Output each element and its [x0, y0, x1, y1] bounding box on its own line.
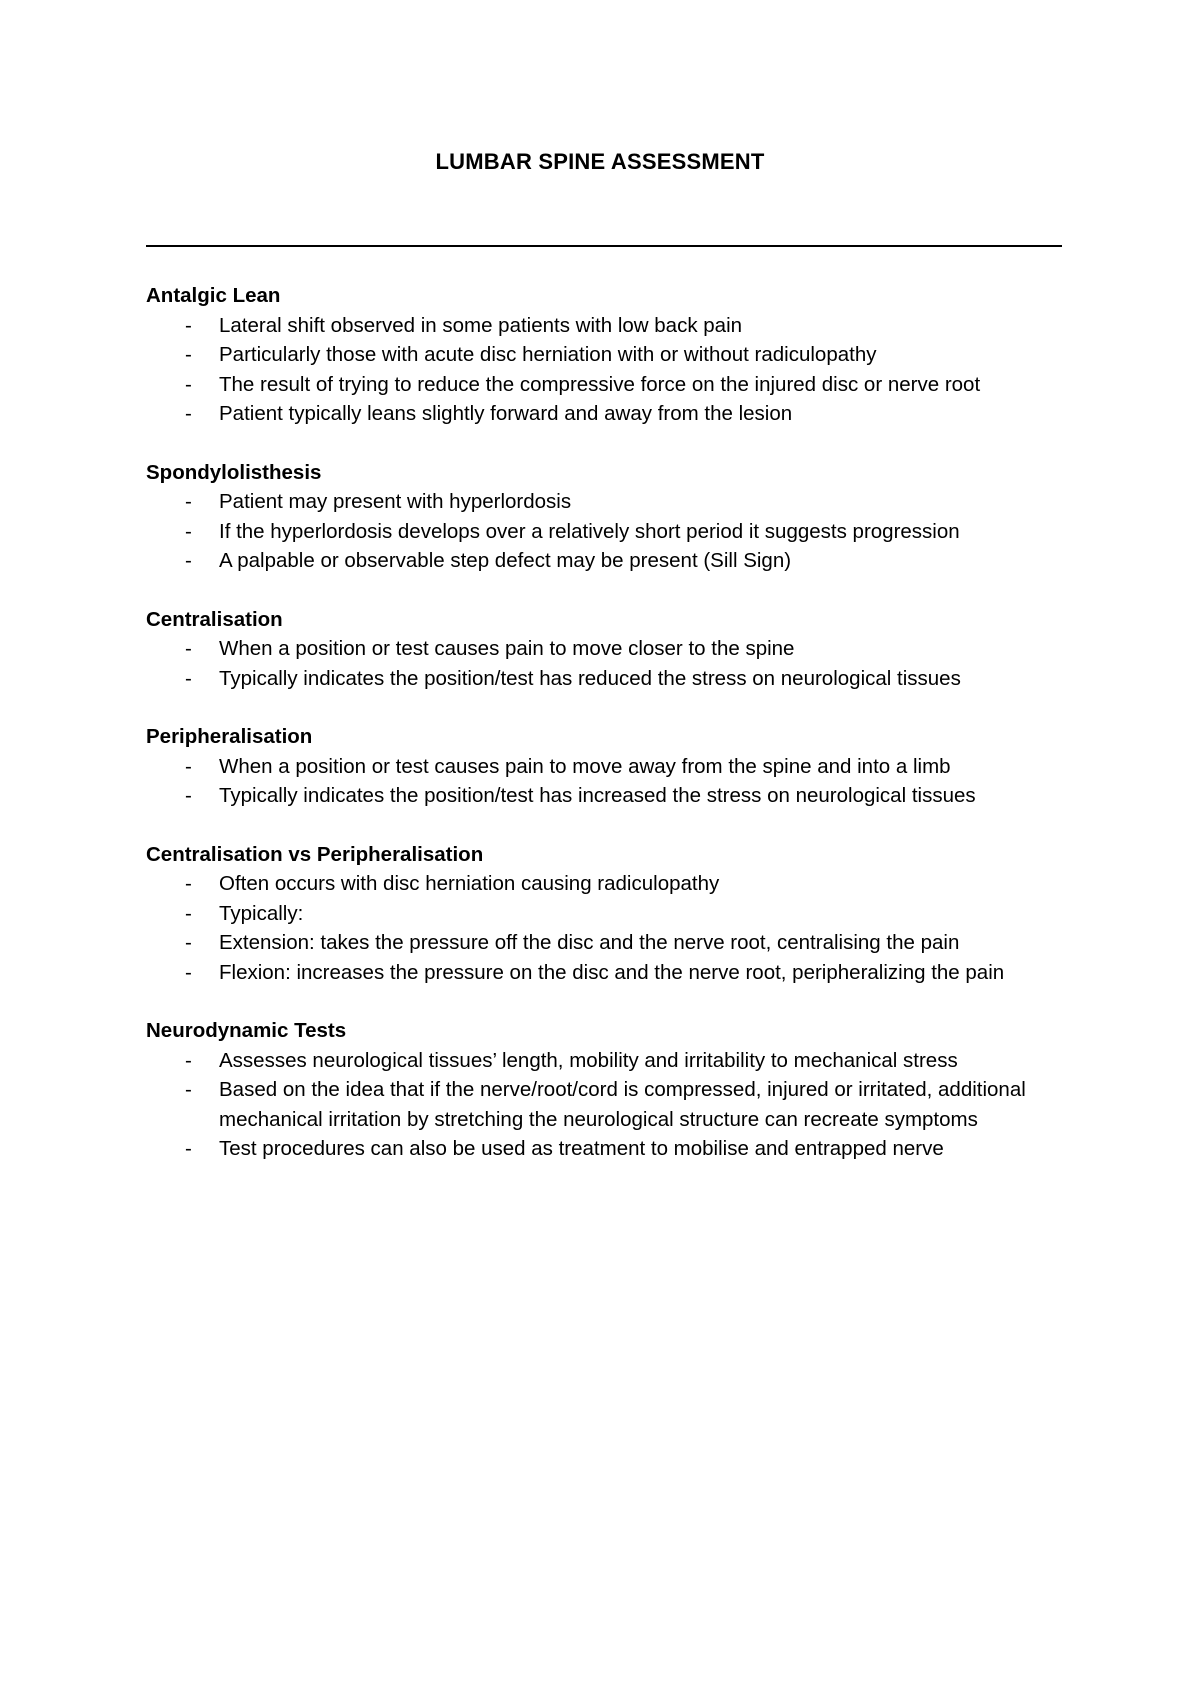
section-heading: Peripheralisation	[146, 725, 313, 748]
bullet-text: When a position or test causes pain to move closer to the spine	[219, 637, 795, 660]
bullet-dash: -	[185, 1048, 192, 1072]
bullet-dash: -	[185, 637, 192, 660]
bullet-dash: -	[185, 872, 192, 895]
bullet-text: Often occurs with disc herniation causing radiculopathy	[219, 872, 720, 895]
bullet-dash: -	[185, 313, 192, 337]
bullet-list	[146, 1046, 1066, 1164]
bullet-text: Based on the idea that if the nerve/root/cord is compressed, injured or irritated, additional mechanical irritation by stretching the neurological structure can recreate symptoms	[219, 1078, 1026, 1131]
list-item	[146, 634, 1066, 664]
bullet-dash: -	[185, 402, 192, 425]
bullet-text: Typically:	[219, 901, 304, 925]
section-heading: Spondylolisthesis	[146, 460, 322, 484]
bullet-text: Assesses neurological tissues’ length, mobility and irritability to mechanical stress	[219, 1048, 958, 1072]
bullet-list	[146, 869, 1066, 987]
bullet-list	[146, 752, 1066, 811]
list-item	[146, 752, 1066, 782]
bullet-list	[146, 311, 1066, 429]
list-item	[146, 370, 1066, 400]
bullet-text: Extension: takes the pressure off the disc and the nerve root, centralising the pain	[219, 931, 960, 954]
bullet-list	[146, 634, 1066, 693]
section-heading: Centralisation vs Peripheralisation	[146, 842, 484, 866]
bullet-dash: -	[185, 754, 192, 778]
section-heading: Neurodynamic Tests	[146, 1019, 347, 1042]
bullet-text: The result of trying to reduce the compressive force on the injured disc or nerve root	[219, 372, 981, 396]
section-antalgic-lean	[146, 281, 1066, 429]
list-item	[146, 899, 1066, 929]
section-heading: Antalgic Lean	[146, 284, 281, 307]
section-peripheralisation	[146, 722, 1066, 811]
bullet-text: If the hyperlordosis develops over a relatively short period it suggests progression	[219, 519, 960, 543]
bullet-text: Typically indicates the position/test has reduced the stress on neurological tissues	[219, 666, 961, 690]
list-item	[146, 517, 1066, 547]
bullet-dash: -	[185, 519, 192, 543]
list-item	[146, 928, 1066, 958]
bullet-dash: -	[185, 1078, 192, 1101]
list-item	[146, 1134, 1066, 1164]
bullet-text: Particularly those with acute disc herniation with or without radiculopathy	[219, 343, 877, 366]
bullet-dash: -	[185, 343, 192, 366]
list-item	[146, 1075, 1066, 1134]
bullet-dash: -	[185, 372, 192, 396]
section-neurodynamic-tests	[146, 1016, 1066, 1164]
list-item	[146, 958, 1066, 988]
section-centralisation	[146, 605, 1066, 694]
bullet-text: Typically indicates the position/test has increased the stress on neurological tissues	[219, 784, 976, 807]
bullet-dash: -	[185, 490, 192, 513]
list-item	[146, 487, 1066, 517]
bullet-dash: -	[185, 931, 192, 954]
list-item	[146, 311, 1066, 341]
list-item	[146, 399, 1066, 429]
bullet-text: A palpable or observable step defect may be present (Sill Sign)	[219, 549, 792, 572]
list-item	[146, 664, 1066, 694]
bullet-dash: -	[185, 901, 192, 925]
document-body	[146, 281, 1066, 1193]
bullet-text: Lateral shift observed in some patients with low back pain	[219, 313, 743, 337]
bullet-list	[146, 487, 1066, 576]
section-spondylolisthesis	[146, 458, 1066, 576]
list-item	[146, 546, 1066, 576]
title-divider	[146, 245, 1062, 247]
bullet-text: Flexion: increases the pressure on the disc and the nerve root, peripheralizing the pain	[219, 960, 1005, 984]
document-title: LUMBAR SPINE ASSESSMENT	[435, 149, 765, 174]
bullet-text: Patient typically leans slightly forward and away from the lesion	[219, 402, 793, 425]
bullet-dash: -	[185, 784, 192, 807]
bullet-dash: -	[185, 960, 192, 984]
bullet-dash: -	[185, 549, 192, 572]
bullet-dash: -	[185, 666, 192, 690]
bullet-text: Patient may present with hyperlordosis	[219, 490, 572, 513]
bullet-text: Test procedures can also be used as treatment to mobilise and entrapped nerve	[219, 1137, 944, 1160]
section-heading: Centralisation	[146, 607, 283, 631]
list-item	[146, 869, 1066, 899]
bullet-dash: -	[185, 1137, 192, 1160]
list-item	[146, 1046, 1066, 1076]
list-item	[146, 781, 1066, 811]
bullet-text: When a position or test causes pain to move away from the spine and into a limb	[219, 754, 951, 778]
list-item	[146, 340, 1066, 370]
section-centralisation-vs-peripheralisation	[146, 840, 1066, 988]
